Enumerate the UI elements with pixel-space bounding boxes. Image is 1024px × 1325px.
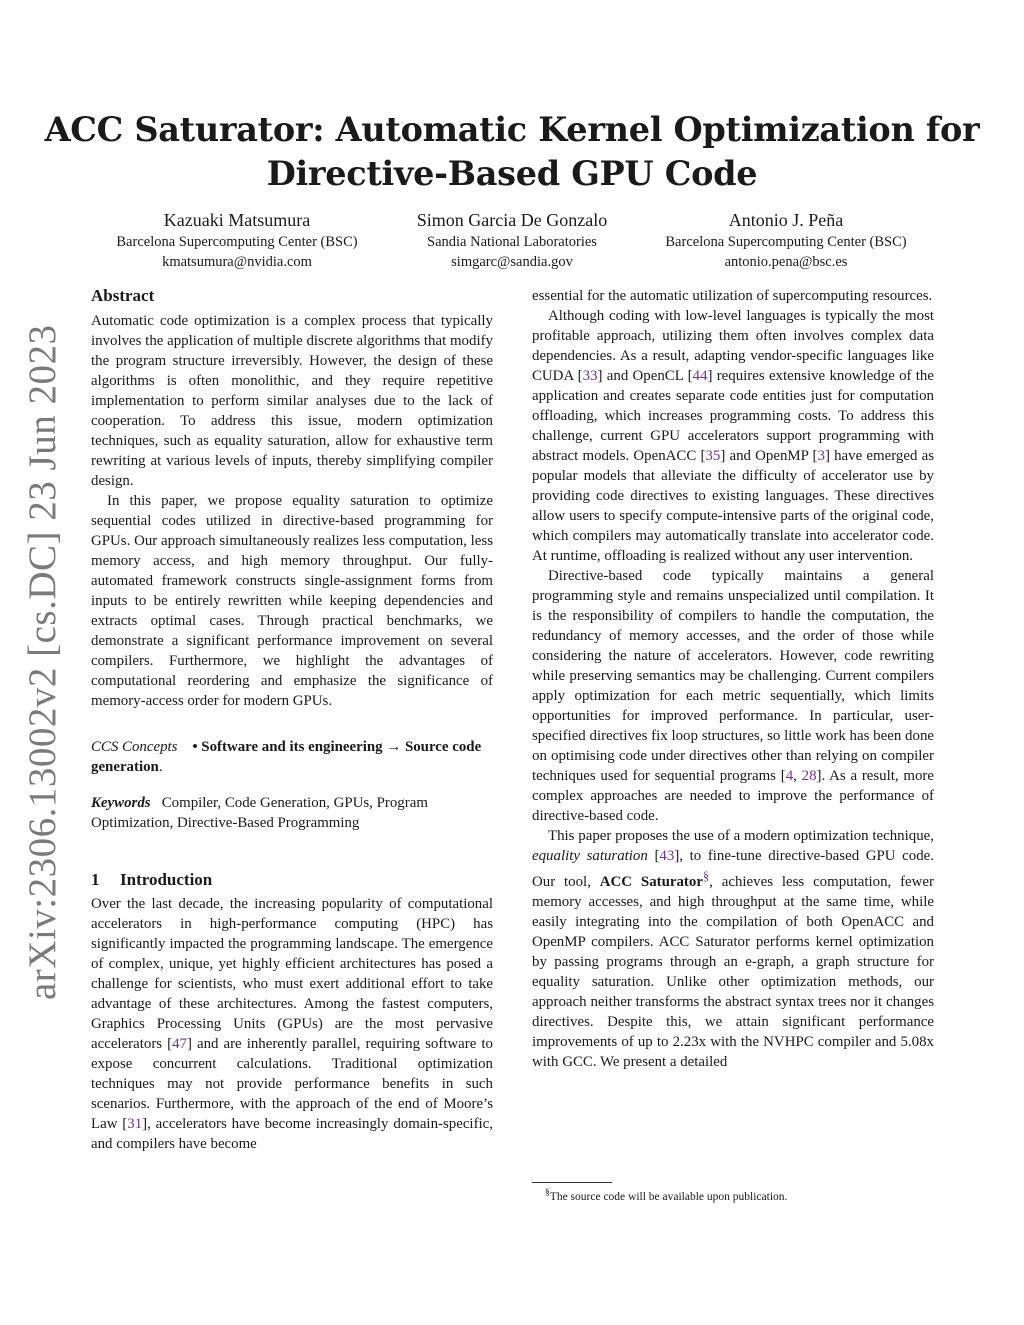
author-name: Antonio J. Peña: [728, 210, 844, 230]
section-title: Introduction: [120, 870, 213, 889]
keywords-text: Compiler, Code Generation, GPUs, Program Optimization, Directive-Based Programming: [91, 795, 428, 831]
intro-paragraph-3: Directive-based code typically maintains a general programming style and remains unspecialized until compilation. It is the responsibility of compilers to handle the computation, the redundancy of memory accesses, and the order of those while considering the nature of accelerators. However, code rewriting while preserving semantics may be challenging. Current compilers apply optimization for each metric sequentially, which limits opportunities for improved performance. In particular, user-specified directives fix loop structures, so little work has been done on optimising code under directives other than relying on compiler techniques used for sequential programs [4, 28]. As a result, more complex approaches are needed to improve the performance of directive-based code.: [532, 568, 934, 824]
paper-title: [0, 108, 1024, 196]
title-line-1: ACC Saturator: Automatic Kernel Optimization for: [44, 110, 980, 149]
footnote-rule: [532, 1182, 612, 1183]
author-email: kmatsumura@nvidia.com: [162, 254, 312, 270]
footnote-mark: §: [545, 1187, 550, 1198]
keywords-label: Keywords: [91, 795, 151, 811]
author-email: simgarc@sandia.gov: [451, 254, 573, 270]
citation-link[interactable]: 35: [705, 448, 721, 464]
intro-paragraph-1: Over the last decade, the increasing popularity of computational accelerators in high-performance computing (HPC) has significantly impacted the programming landscape. The emergence of complex, unique, yet highly efficient architectures has posed a challenge for scientists, who must exert additional effort to take advantage of these architectures. Among the fastest computers, Graphics Processing Units (GPUs) are the most pervasive accelerators [47] and are inherently parallel, requiring software to expose concurrent calculations. Traditional optimization techniques may not provide performance benefits in such scenarios. Furthermore, with the approach of the end of Moore’s Law [31], accelerators have become increasingly domain-specific, and compilers have become: [91, 896, 493, 1152]
footnote: [545, 1185, 787, 1205]
ccs-concepts: CCS Concepts • Software and its engineering → Source code generation.: [91, 739, 482, 775]
author-affiliation: Barcelona Supercomputing Center (BSC): [665, 234, 907, 250]
section-heading-introduction: [91, 870, 493, 890]
footnote-text: The source code will be available upon publication.: [549, 1190, 788, 1203]
citation-link[interactable]: 33: [582, 368, 598, 384]
author-name: Kazuaki Matsumura: [163, 210, 311, 230]
intro-paragraph-1-continued: essential for the automatic utilization of supercomputing resources.: [532, 288, 933, 304]
author-email: antonio.pena@bsc.es: [724, 254, 848, 270]
citation-link[interactable]: 47: [172, 1036, 187, 1052]
citation-link[interactable]: 28: [801, 768, 817, 784]
citation-link[interactable]: 31: [127, 1116, 143, 1132]
author-name: Simon Garcia De Gonzalo: [416, 210, 608, 230]
citation-link[interactable]: 43: [659, 848, 675, 864]
title-line-2: Directive-Based GPU Code: [266, 154, 758, 193]
author-block: [77, 208, 397, 272]
ccs-bullet: •: [192, 739, 198, 755]
citation-link[interactable]: 3: [817, 448, 825, 464]
citation-link[interactable]: 44: [692, 368, 708, 384]
section-number: 1: [91, 870, 100, 889]
arxiv-identifier: arXiv:2306.13002v2 [cs.DC] 23 Jun 2023: [21, 324, 64, 1000]
abstract-paragraph-1: Automatic code optimization is a complex process that typically involves the application of multiple discrete algorithms that modify the program structure irreversibly. However, the design of these algorithms is often monolithic, and they require repetitive implementation to perform similar analyses due to the lack of cooperation. To address this issue, modern optimization techniques, such as equality saturation, allow for exhaustive term rewriting at various levels of inputs, thereby simplifying compiler design.: [91, 313, 493, 489]
left-column: [91, 286, 493, 1154]
tool-name: ACC Saturator: [599, 873, 703, 890]
keywords: [91, 793, 493, 833]
intro-paragraph-2: Although coding with low-level languages is typically the most profitable approach, utilizing them often involves complex data dependencies. As a result, adapting vendor-specific languages like CUDA [33] and OpenCL [44] requires extensive knowledge of the application and creates separate code entities just for computation offloading, which increases programming costs. To address this challenge, current GPU accelerators support programming with abstract models. OpenACC [35] and OpenMP [3] have emerged as popular models that alleviate the difficulty of accelerator use by providing code directives to existing languages. These directives allow users to specify compute-intensive parts of the original code, which compilers may automatically translate into accelerator code. At runtime, offloading is realized without any user intervention.: [532, 308, 934, 564]
author-affiliation: Barcelona Supercomputing Center (BSC): [116, 234, 358, 250]
intro-paragraph-4: This paper proposes the use of a modern optimization technique, equality saturation [43], to fine-tune directive-based GPU code. Our tool, ACC Saturator§, achieves less computation, fewer memory accesses, and high throughput at the same time, while easily integrating into the compilation of both OpenACC and OpenMP compilers. ACC Saturator performs kernel optimization by passing programs through an e-graph, a graph structure for equality saturation. Unlike other optimization methods, our approach neither transforms the abstract syntax trees nor it changes directives. Despite this, we attain significant performance improvements of up to 2.23x with the NVHPC compiler and 5.08x with GCC. We present a detailed: [532, 828, 935, 1070]
ccs-label: CCS Concepts: [91, 739, 178, 755]
ccs-text: Software and its engineering → Source code generation: [91, 739, 482, 775]
author-block: [626, 208, 946, 272]
abstract-heading: Abstract: [91, 286, 155, 305]
author-block: [352, 208, 672, 272]
right-column: [532, 286, 934, 1072]
citation-link[interactable]: 4: [785, 768, 794, 784]
author-affiliation: Sandia National Laboratories: [427, 234, 597, 250]
abstract-paragraph-2: In this paper, we propose equality saturation to optimize sequential codes utilized in directive-based programming for GPUs. Our approach simultaneously realizes less computation, less memory access, and high memory throughput. Our fully-automated framework constructs single-assignment forms from inputs to be entirely rewritten while keeping dependencies and extracts optimal cases. Through practical benchmarks, we demonstrate a significant performance improvement on several compilers. Furthermore, we highlight the advantages of computational reordering and emphasize the significance of memory-access order for modern GPUs.: [91, 493, 493, 709]
footnote-marker[interactable]: §: [702, 869, 710, 883]
